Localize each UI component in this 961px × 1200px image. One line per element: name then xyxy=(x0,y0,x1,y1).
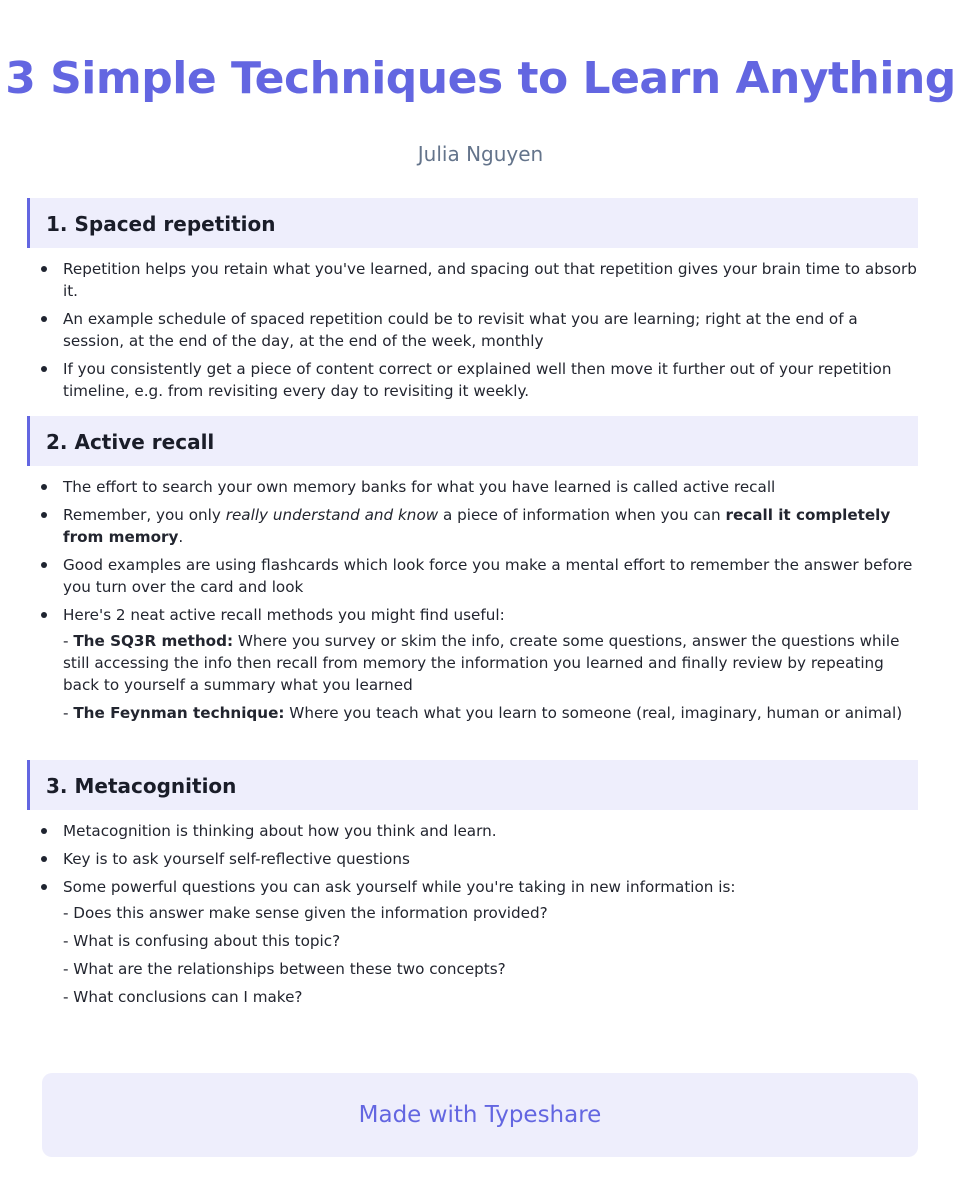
list-item: An example schedule of spaced repetition could be to revisit what you are learning; right at the end of a session, at the end of the day, at the end of the week, monthly xyxy=(27,308,918,352)
list-item: Good examples are using flashcards which look force you make a mental effort to remember the answer before you turn over the card and look xyxy=(27,554,918,598)
page-title: 3 Simple Techniques to Learn Anything xyxy=(5,53,956,104)
item-text: . xyxy=(178,528,184,546)
bullet-list xyxy=(27,258,918,402)
method-name: The SQ3R method: xyxy=(73,632,234,650)
method-feynman xyxy=(27,702,918,724)
list-item: The effort to search your own memory banks for what you have learned is called active recall xyxy=(27,476,918,498)
question-item: - What conclusions can I make? xyxy=(63,988,303,1006)
emphasis-text: really understand and know xyxy=(225,506,439,524)
section-metacognition xyxy=(27,760,918,1014)
list-item xyxy=(27,504,918,548)
list-item: If you consistently get a piece of content correct or explained well then move it further out of your repetition timeline, e.g. from revisiting every day to revisiting it weekly. xyxy=(27,358,918,402)
section-spaced-repetition xyxy=(27,198,918,408)
question-item: - Does this answer make sense given the information provided? xyxy=(63,904,548,922)
list-item: Here's 2 neat active recall methods you might find useful: xyxy=(27,604,918,626)
method-name: The Feynman technique: xyxy=(73,704,285,722)
list-item: Metacognition is thinking about how you think and learn. xyxy=(27,820,918,842)
bold-text: recall it completely from memory xyxy=(63,506,891,546)
dash: - xyxy=(63,704,74,722)
method-text: Where you survey or skim the info, create some questions, answer the questions while still accessing the info then recall from memory the information you learned and finally review by repeating back to yourself a summary what you learned xyxy=(63,632,900,694)
list-item: Some powerful questions you can ask yourself while you're taking in new information is: xyxy=(27,876,918,898)
section-active-recall xyxy=(27,416,918,730)
bullet-list xyxy=(27,820,918,898)
section-heading: 3. Metacognition xyxy=(27,760,918,810)
method-text: Where you teach what you learn to someone (real, imaginary, human or animal) xyxy=(284,704,903,722)
list-item: Repetition helps you retain what you've learned, and spacing out that repetition gives your brain time to absorb it. xyxy=(27,258,918,302)
item-text: a piece of information when you can xyxy=(438,506,726,524)
section-heading: 2. Active recall xyxy=(27,416,918,466)
section-heading: 1. Spaced repetition xyxy=(27,198,918,248)
dash: - xyxy=(63,632,74,650)
footer-badge[interactable]: Made with Typeshare xyxy=(42,1073,918,1157)
list-item: Key is to ask yourself self-reflective questions xyxy=(27,848,918,870)
item-text: Remember, you only xyxy=(63,506,226,524)
author-name: Julia Nguyen xyxy=(417,142,544,166)
bullet-list xyxy=(27,476,918,626)
question-item: - What is confusing about this topic? xyxy=(63,932,341,950)
question-item: - What are the relationships between these two concepts? xyxy=(63,960,506,978)
method-sq3r xyxy=(27,630,918,696)
